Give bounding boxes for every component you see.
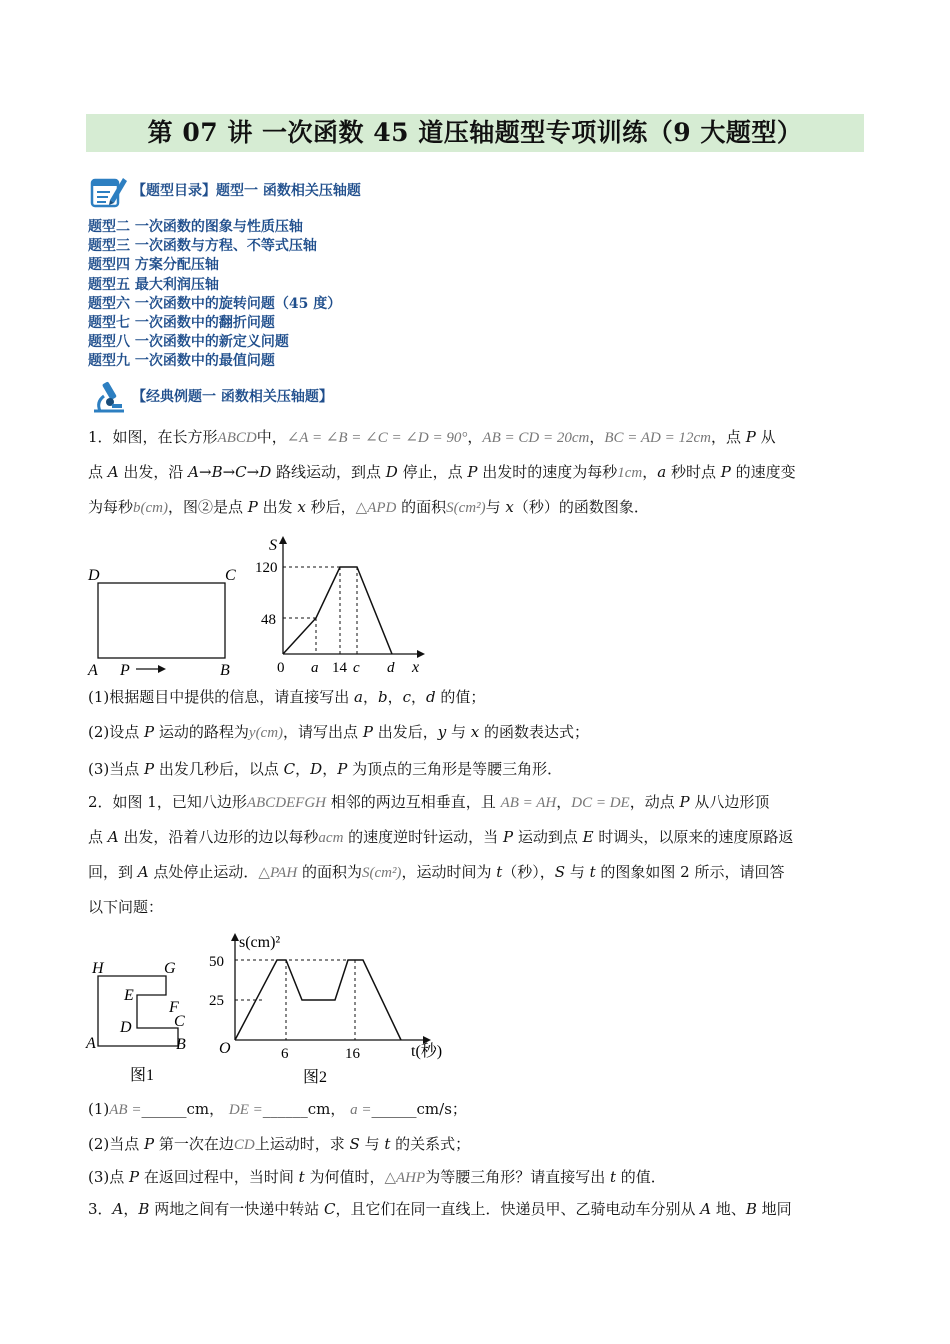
- problem2-question1: (1)AB =______cm， DE =______cm， a =______cm/s；: [88, 1100, 467, 1118]
- toc-item[interactable]: 题型七 一次函数中的翻折问题: [88, 315, 275, 332]
- x-tick-14: 14: [332, 660, 347, 676]
- label-D: D: [120, 1019, 132, 1036]
- problem3-line1: 3．A，B 两地之间有一快递中转站 C，且它们在同一直线上．快递员甲、乙骑电动车分别从 A 地、B 地同: [88, 1200, 792, 1218]
- label-D: D: [88, 567, 100, 584]
- axis-label-x: x: [412, 659, 420, 676]
- x-tick-16: 16: [345, 1046, 360, 1062]
- graph-line: [283, 567, 392, 654]
- origin-label: 0: [277, 660, 285, 676]
- problem1-question2: (2)设点 P 运动的路程为y(cm)，请写出点 P 出发后，y 与 x 的函数表达式；: [88, 723, 589, 741]
- label-C: C: [225, 567, 236, 584]
- toc-item[interactable]: 题型二 一次函数的图象与性质压轴: [88, 219, 303, 235]
- example-header: [90, 378, 333, 414]
- toc-item[interactable]: 题型三 一次函数与方程、不等式压轴: [88, 238, 317, 255]
- label-E: E: [124, 987, 134, 1004]
- toc-item[interactable]: 题型九 一次函数中的最值问题: [88, 353, 275, 370]
- axis-label-s: s(cm)²: [239, 934, 281, 951]
- example-header-label: 【经典例题一 函数相关压轴题】: [132, 389, 333, 405]
- problem1-line2: 点 A 出发，沿 A→B→C→D 路线运动，到点 D 停止，点 P 出发时的速度为每秒1cm，a 秒时点 P 的速度变: [88, 463, 796, 481]
- toc-list: [88, 218, 341, 372]
- x-tick-d: d: [387, 660, 395, 676]
- label-B: B: [220, 662, 230, 679]
- problem1-line3: 为每秒b(cm)，图②是点 P 出发 x 秒后，△APD 的面积S(cm²)与 x（秒）的函数图象．: [88, 498, 649, 516]
- area-time-graph: [255, 532, 430, 682]
- rectangle-figure: [84, 560, 244, 680]
- label-H: H: [92, 960, 104, 977]
- problem2-line1: 2．如图 1，已知八边形ABCDEFGH 相邻的两边互相垂直，且 AB = AH，DC = DE，动点 P 从八边形顶: [88, 793, 770, 811]
- problem1-question3: (3)当点 P 出发几秒后，以点 C，D，P 为顶点的三角形是等腰三角形．: [88, 760, 563, 778]
- x-tick-a: a: [311, 660, 319, 676]
- label-A: A: [86, 1035, 96, 1052]
- toc-item[interactable]: 题型四 方案分配压轴: [88, 257, 219, 274]
- problem2-question3: (3)点 P 在返回过程中，当时间 t 为何值时，△AHP为等腰三角形？请直接写出 t 的值．: [88, 1168, 666, 1186]
- origin-label-O: O: [219, 1040, 231, 1057]
- octagon-figure: [84, 952, 204, 1092]
- label-C: C: [174, 1013, 185, 1030]
- toc-item[interactable]: 题型五 最大利润压轴: [88, 276, 219, 293]
- y-tick-50: 50: [209, 954, 224, 970]
- toc-item[interactable]: 题型六 一次函数中的旋转问题（45 度）: [88, 295, 342, 312]
- problem2-question2: (2)当点 P 第一次在边CD上运动时，求 S 与 t 的关系式；: [88, 1135, 471, 1153]
- axis-label-S: S: [269, 537, 277, 554]
- label-P: P: [120, 662, 130, 679]
- toc-item[interactable]: 题型八 一次函数中的新定义问题: [88, 334, 289, 351]
- x-tick-c: c: [353, 660, 360, 676]
- figure2-caption: 图2: [303, 1069, 328, 1086]
- y-tick-120: 120: [255, 560, 278, 576]
- toc-header-label: 【题型目录】题型一 函数相关压轴题: [132, 183, 361, 199]
- label-A: A: [88, 662, 98, 679]
- y-tick-48: 48: [261, 612, 276, 628]
- blank-de[interactable]: ______: [262, 1100, 308, 1118]
- problem1-question1: (1)根据题目中提供的信息，请直接写出 a，b，c，d 的值；: [88, 688, 486, 706]
- x-tick-6: 6: [281, 1046, 289, 1062]
- blank-ab[interactable]: ______: [141, 1100, 187, 1118]
- microscope-icon: [90, 378, 128, 414]
- problem1-line1: 1．如图，在长方形ABCD中，∠A = ∠B = ∠C = ∠D = 90°，AB = CD = 20cm，BC = AD = 12cm，点 P 从: [88, 428, 776, 446]
- s-t-graph: [205, 926, 455, 1090]
- label-B: B: [176, 1036, 186, 1053]
- blank-a[interactable]: ______: [371, 1100, 417, 1118]
- figure1-caption: 图1: [130, 1067, 155, 1084]
- problem2-line4: 以下问题：: [88, 898, 164, 916]
- axis-label-t: t(秒): [411, 1043, 443, 1060]
- label-F: F: [169, 999, 179, 1016]
- notepad-pencil-icon: [90, 172, 128, 208]
- problem2-line2: 点 A 出发，沿着八边形的边以每秒acm 的速度逆时针运动，当 P 运动到点 E 时调头，以原来的速度原路返: [88, 828, 794, 846]
- page-title: 第 07 讲 一次函数 45 道压轴题型专项训练（9 大题型）: [147, 118, 803, 147]
- problem2-line3: 回，到 A 点处停止运动．△PAH 的面积为S(cm²)，运动时间为 t（秒），S 与 t 的图象如图 2 所示，请回答: [88, 863, 785, 881]
- y-tick-25: 25: [209, 993, 224, 1009]
- label-G: G: [164, 960, 176, 977]
- toc-header: [90, 172, 361, 208]
